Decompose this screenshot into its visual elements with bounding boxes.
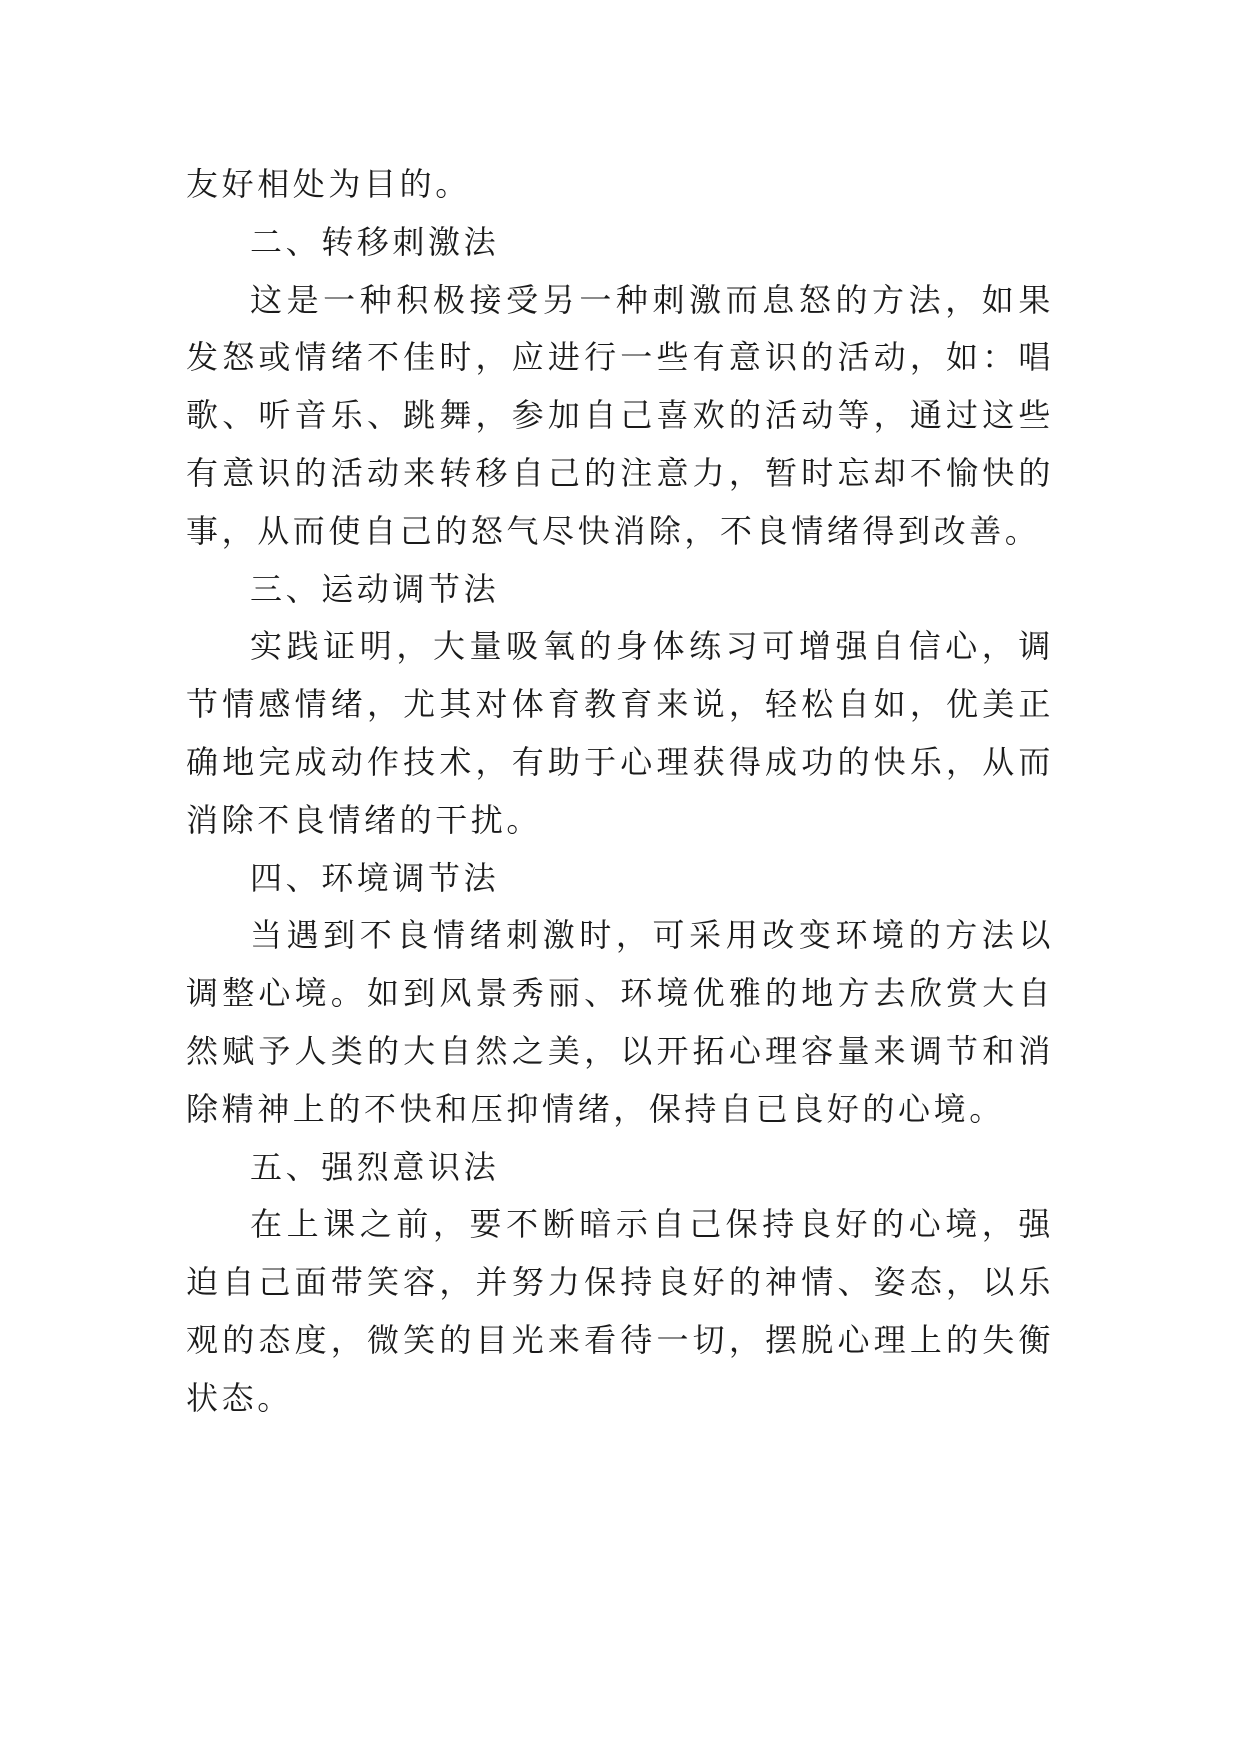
section-heading-5: 五、强烈意识法 <box>250 1147 500 1186</box>
paragraph-exercise-regulation: 实践证明，大量吸氧的身体练习可增强自信心，调节情感情绪，尤其对体育教育来说，轻松自如，优美正确地完成动作技术，有助于心理获得成功的快乐，从而消除不良情绪的干扰。 <box>186 627 1054 839</box>
section-heading-3: 三、运动调节法 <box>250 569 500 608</box>
paragraph-environment-regulation: 当遇到不良情绪刺激时，可采用改变环境的方法以调整心境。如到风景秀丽、环境优雅的地方去欣赏大自然赋予人类的大自然之美，以开拓心理容量来调节和消除精神上的不快和压抑情绪，保持自已良好的心境。 <box>186 916 1054 1128</box>
document-body <box>186 156 1054 1428</box>
section-heading-2: 二、转移刺激法 <box>250 222 500 261</box>
paragraph-strong-awareness: 在上课之前，要不断暗示自己保持良好的心境，强迫自己面带笑容，并努力保持良好的神情、姿态，以乐观的态度，微笑的目光来看待一切，摆脱心理上的失衡状态。 <box>186 1205 1054 1417</box>
paragraph-continuation: 友好相处为目的。 <box>186 165 471 203</box>
section-heading-4: 四、环境调节法 <box>250 858 500 897</box>
paragraph-transfer-stimulus: 这是一种积极接受另一种刺激而息怒的方法，如果发怒或情绪不佳时，应进行一些有意识的活动，如：唱歌、听音乐、跳舞，参加自己喜欢的活动等，通过这些有意识的活动来转移自己的注意力，暂时忘却不愉快的事，从而使自己的怒气尽快消除，不良情绪得到改善。 <box>186 280 1054 550</box>
